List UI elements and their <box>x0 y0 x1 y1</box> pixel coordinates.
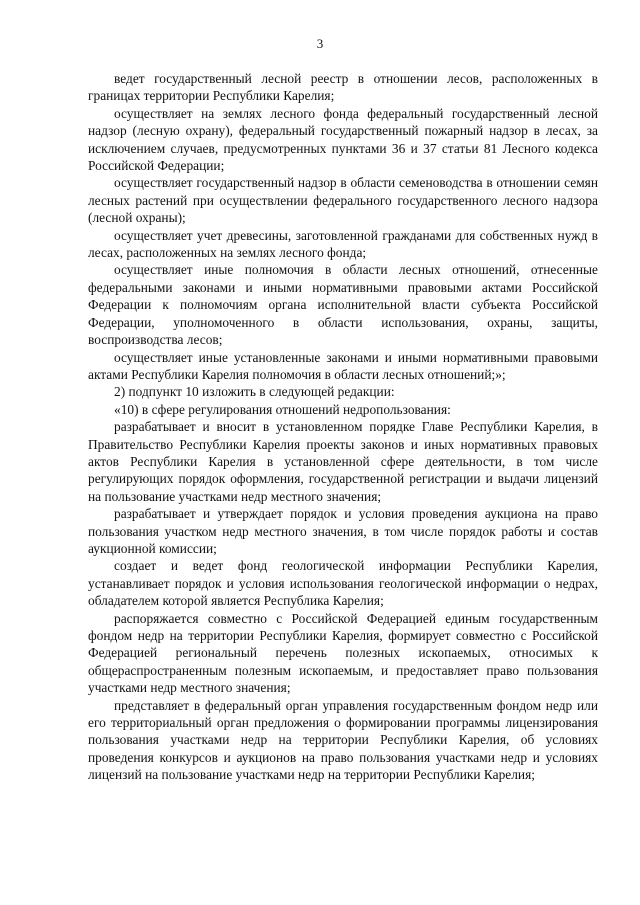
paragraph: ведет государственный лесной реестр в отношении лесов, расположенных в границах территории Республики Карелия; <box>88 71 598 104</box>
paragraph: распоряжается совместно с Российской Федерацией единым государственным фондом недр на территории Республики Карелия, формирует совместно с Российской Федерацией региональный перечень полезных ископаемых, относимых к общераспространенным полезным ископаемым, и предоставляет право пользования участками недр местного значения; <box>88 610 598 696</box>
paragraph: осуществляет иные установленные законами и иными нормативными правовыми актами Республики Карелия полномочия в области лесных отношений;»; <box>88 349 598 382</box>
paragraph: осуществляет государственный надзор в области семеноводства в отношении семян лесных растений при осуществлении федерального государственного лесного надзора (лесной охраны); <box>88 175 598 226</box>
paragraph: представляет в федеральный орган управления государственным фондом недр или его территориальный орган предложения о формировании программы лицензирования пользования участками недр на территории Республики Карелия, об условиях проведения конкурсов и аукционов на право пользования участками недр и условиях лицензий на пользование участками недр на территории Республики Карелия; <box>88 697 598 783</box>
paragraph: разрабатывает и вносит в установленном порядке Главе Республики Карелия, в Правительство Республики Карелия проекты законов и иных нормативных правовых актов Республики Карелия в установленной сфере деятельности, в том числе регулирующих порядок оформления, государственной регистрации и выдачи лицензий на пользование участками недр местного значения; <box>88 419 598 504</box>
paragraph: осуществляет иные полномочия в области лесных отношений, отнесенные федеральными законами и иными нормативными правовыми актами Российской Федерации к полномочиям органа исполнительной власти субъекта Российской Федерации, уполномоченного в области использования, охраны, защиты, воспроизводства лесов; <box>88 262 598 348</box>
paragraph: осуществляет на землях лесного фонда федеральный государственный лесной надзор (лесную охрану), федеральный государственный пожарный надзор в лесах, за исключением случаев, предусмотренных пунктами 36 и 37 статьи 81 Лесного кодекса Российской Федерации; <box>88 105 598 174</box>
paragraph: «10) в сфере регулирования отношений недропользования: <box>114 401 451 417</box>
paragraph: создает и ведет фонд геологической информации Республики Карелия, устанавливает порядок и условия использования геологической информации о недрах, обладателем которой является Республика Карелия; <box>88 558 598 609</box>
paragraph: разрабатывает и утверждает порядок и условия проведения аукциона на право пользования участком недр местного значения, в том числе порядок работы и состав аукционной комиссии; <box>88 506 598 556</box>
document-body <box>88 70 598 784</box>
page-number: 3 <box>316 36 324 51</box>
paragraph: осуществляет учет древесины, заготовленной гражданами для собственных нужд в лесах, расположенных на землях лесного фонда; <box>88 227 598 261</box>
paragraph: 2) подпункт 10 изложить в следующей редакции: <box>114 384 395 400</box>
